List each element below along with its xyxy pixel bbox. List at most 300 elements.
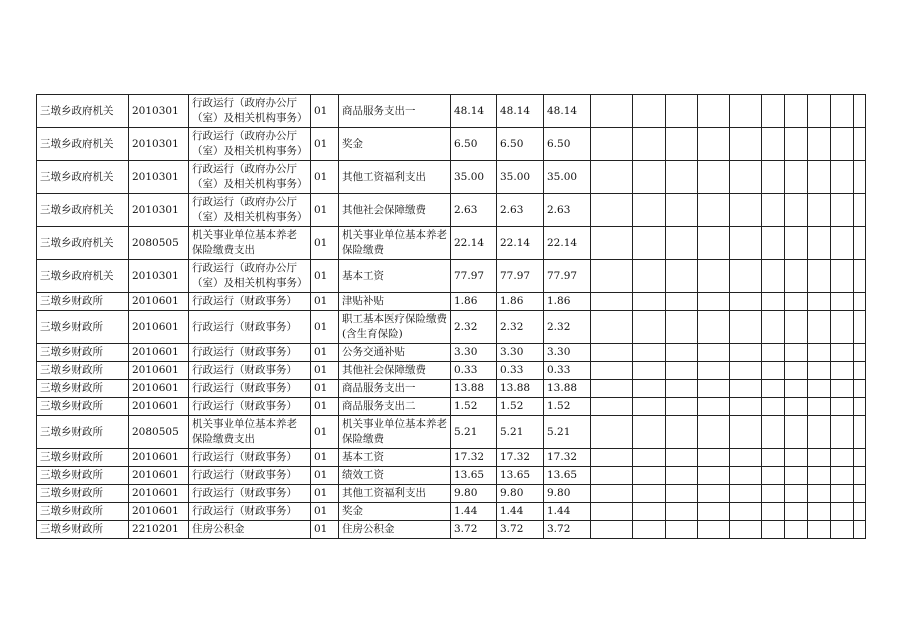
unit-cell: 三墩乡财政所 [37,485,129,503]
empty-cell [698,260,730,293]
empty-cell [808,485,831,503]
empty-cell [730,467,762,485]
amount-budget-cell: 22.14 [497,227,544,260]
empty-cell [854,311,866,344]
empty-cell [666,227,698,260]
amount-budget-cell: 2.63 [497,194,544,227]
empty-cell [591,95,633,128]
empty-cell [831,467,854,485]
empty-cell [730,194,762,227]
empty-cell [666,311,698,344]
economic-category-cell: 公务交通补贴 [339,344,451,362]
empty-cell [698,485,730,503]
empty-cell [666,521,698,539]
empty-cell [785,344,808,362]
empty-cell [785,362,808,380]
amount-budget-cell: 0.33 [497,362,544,380]
empty-cell [698,503,730,521]
economic-category-cell: 职工基本医疗保险缴费(含生育保险) [339,311,451,344]
empty-cell [831,260,854,293]
empty-cell [831,521,854,539]
empty-cell [831,194,854,227]
function-name-cell: 住房公积金 [189,521,311,539]
empty-cell [785,128,808,161]
unit-cell: 三墩乡政府机关 [37,95,129,128]
empty-cell [730,161,762,194]
function-name-cell: 行政运行（财政事务） [189,467,311,485]
unit-cell: 三墩乡财政所 [37,380,129,398]
function-code-cell: 2010601 [129,398,189,416]
amount-budget-cell: 6.50 [497,128,544,161]
empty-cell [633,503,666,521]
empty-cell [808,521,831,539]
unit-cell: 三墩乡政府机关 [37,194,129,227]
empty-cell [762,521,785,539]
amount-total-cell: 77.97 [451,260,497,293]
type-cell: 01 [311,311,339,344]
amount-general-cell: 2.63 [544,194,591,227]
empty-cell [666,485,698,503]
empty-cell [854,380,866,398]
amount-general-cell: 9.80 [544,485,591,503]
empty-cell [730,362,762,380]
amount-general-cell: 13.88 [544,380,591,398]
table-row [37,485,866,503]
economic-category-cell: 商品服务支出一 [339,380,451,398]
amount-total-cell: 13.65 [451,467,497,485]
economic-category-cell: 津贴补贴 [339,293,451,311]
amount-budget-cell: 1.44 [497,503,544,521]
empty-cell [808,467,831,485]
empty-cell [808,311,831,344]
empty-cell [591,344,633,362]
function-code-cell: 2010601 [129,467,189,485]
empty-cell [785,485,808,503]
type-cell: 01 [311,227,339,260]
table-row [37,161,866,194]
amount-budget-cell: 35.00 [497,161,544,194]
unit-cell: 三墩乡政府机关 [37,227,129,260]
economic-category-cell: 其他工资福利支出 [339,161,451,194]
unit-cell: 三墩乡财政所 [37,293,129,311]
empty-cell [633,128,666,161]
empty-cell [854,485,866,503]
unit-cell: 三墩乡财政所 [37,398,129,416]
empty-cell [666,95,698,128]
function-name-cell: 行政运行（财政事务） [189,293,311,311]
amount-general-cell: 35.00 [544,161,591,194]
empty-cell [591,485,633,503]
empty-cell [633,260,666,293]
empty-cell [698,398,730,416]
table-body [37,95,866,539]
empty-cell [591,311,633,344]
type-cell: 01 [311,521,339,539]
function-name-cell: 行政运行（财政事务） [189,485,311,503]
function-name-cell: 行政运行（财政事务） [189,311,311,344]
empty-cell [831,485,854,503]
empty-cell [854,95,866,128]
type-cell: 01 [311,128,339,161]
empty-cell [698,293,730,311]
empty-cell [591,293,633,311]
empty-cell [762,194,785,227]
economic-category-cell: 其他工资福利支出 [339,485,451,503]
economic-category-cell: 商品服务支出二 [339,398,451,416]
empty-cell [762,380,785,398]
empty-cell [591,260,633,293]
table-row [37,449,866,467]
amount-general-cell: 17.32 [544,449,591,467]
empty-cell [831,362,854,380]
empty-cell [808,95,831,128]
empty-cell [831,95,854,128]
amount-general-cell: 3.72 [544,521,591,539]
empty-cell [785,194,808,227]
function-name-cell: 行政运行（财政事务） [189,344,311,362]
amount-general-cell: 6.50 [544,128,591,161]
empty-cell [591,503,633,521]
empty-cell [633,95,666,128]
empty-cell [808,344,831,362]
table-row [37,398,866,416]
amount-budget-cell: 5.21 [497,416,544,449]
unit-cell: 三墩乡财政所 [37,362,129,380]
empty-cell [785,260,808,293]
economic-category-cell: 其他社会保障缴费 [339,194,451,227]
amount-total-cell: 5.21 [451,416,497,449]
table-row [37,293,866,311]
empty-cell [831,293,854,311]
empty-cell [666,293,698,311]
function-name-cell: 行政运行（财政事务） [189,503,311,521]
empty-cell [633,227,666,260]
empty-cell [785,398,808,416]
amount-general-cell: 1.86 [544,293,591,311]
amount-budget-cell: 2.32 [497,311,544,344]
type-cell: 01 [311,449,339,467]
economic-category-cell: 绩效工资 [339,467,451,485]
amount-general-cell: 1.52 [544,398,591,416]
empty-cell [785,227,808,260]
empty-cell [698,362,730,380]
table-row [37,95,866,128]
empty-cell [730,293,762,311]
economic-category-cell: 基本工资 [339,449,451,467]
empty-cell [730,521,762,539]
function-name-cell: 行政运行（政府办公厅（室）及相关机构事务） [189,194,311,227]
empty-cell [762,311,785,344]
empty-cell [666,380,698,398]
table-row [37,128,866,161]
empty-cell [808,503,831,521]
unit-cell: 三墩乡政府机关 [37,128,129,161]
function-name-cell: 行政运行（财政事务） [189,449,311,467]
empty-cell [591,380,633,398]
empty-cell [698,161,730,194]
empty-cell [730,95,762,128]
unit-cell: 三墩乡财政所 [37,311,129,344]
empty-cell [831,344,854,362]
empty-cell [808,398,831,416]
empty-cell [591,398,633,416]
function-code-cell: 2010601 [129,503,189,521]
empty-cell [808,161,831,194]
economic-category-cell: 商品服务支出一 [339,95,451,128]
unit-cell: 三墩乡财政所 [37,521,129,539]
amount-total-cell: 6.50 [451,128,497,161]
empty-cell [633,311,666,344]
amount-total-cell: 17.32 [451,449,497,467]
amount-total-cell: 2.32 [451,311,497,344]
unit-cell: 三墩乡财政所 [37,467,129,485]
empty-cell [698,194,730,227]
empty-cell [762,344,785,362]
empty-cell [831,161,854,194]
empty-cell [762,449,785,467]
empty-cell [591,128,633,161]
function-code-cell: 2010301 [129,95,189,128]
type-cell: 01 [311,362,339,380]
empty-cell [730,227,762,260]
unit-cell: 三墩乡政府机关 [37,161,129,194]
empty-cell [762,398,785,416]
function-name-cell: 行政运行（政府办公厅（室）及相关机构事务） [189,161,311,194]
empty-cell [762,293,785,311]
table-row [37,260,866,293]
function-code-cell: 2010301 [129,161,189,194]
empty-cell [698,416,730,449]
function-code-cell: 2010601 [129,380,189,398]
table-row [37,362,866,380]
empty-cell [785,503,808,521]
empty-cell [762,227,785,260]
function-name-cell: 行政运行（财政事务） [189,398,311,416]
empty-cell [698,344,730,362]
function-code-cell: 2010301 [129,260,189,293]
empty-cell [808,194,831,227]
type-cell: 01 [311,398,339,416]
table-row [37,503,866,521]
empty-cell [633,194,666,227]
empty-cell [698,380,730,398]
empty-cell [831,449,854,467]
empty-cell [808,416,831,449]
amount-budget-cell: 17.32 [497,449,544,467]
function-name-cell: 行政运行（政府办公厅（室）及相关机构事务） [189,128,311,161]
amount-total-cell: 13.88 [451,380,497,398]
amount-total-cell: 2.63 [451,194,497,227]
function-code-cell: 2080505 [129,227,189,260]
empty-cell [591,416,633,449]
empty-cell [730,398,762,416]
empty-cell [762,161,785,194]
empty-cell [854,194,866,227]
empty-cell [730,503,762,521]
function-name-cell: 行政运行（财政事务） [189,362,311,380]
empty-cell [762,503,785,521]
type-cell: 01 [311,380,339,398]
empty-cell [730,449,762,467]
table-row [37,380,866,398]
empty-cell [698,227,730,260]
function-code-cell: 2010601 [129,344,189,362]
economic-category-cell: 其他社会保障缴费 [339,362,451,380]
type-cell: 01 [311,194,339,227]
empty-cell [666,416,698,449]
type-cell: 01 [311,293,339,311]
empty-cell [633,449,666,467]
empty-cell [591,362,633,380]
function-code-cell: 2010301 [129,128,189,161]
empty-cell [785,380,808,398]
function-name-cell: 行政运行（政府办公厅（室）及相关机构事务） [189,95,311,128]
amount-budget-cell: 13.88 [497,380,544,398]
empty-cell [808,449,831,467]
empty-cell [633,344,666,362]
amount-budget-cell: 9.80 [497,485,544,503]
economic-category-cell: 奖金 [339,128,451,161]
empty-cell [666,449,698,467]
economic-category-cell: 机关事业单位基本养老保险缴费 [339,416,451,449]
empty-cell [785,416,808,449]
empty-cell [666,194,698,227]
table-row [37,227,866,260]
empty-cell [730,485,762,503]
amount-total-cell: 3.30 [451,344,497,362]
empty-cell [633,362,666,380]
empty-cell [785,467,808,485]
empty-cell [854,161,866,194]
type-cell: 01 [311,260,339,293]
empty-cell [762,128,785,161]
empty-cell [666,362,698,380]
empty-cell [831,128,854,161]
empty-cell [854,344,866,362]
table-row [37,416,866,449]
empty-cell [633,380,666,398]
empty-cell [854,416,866,449]
amount-budget-cell: 13.65 [497,467,544,485]
amount-general-cell: 77.97 [544,260,591,293]
empty-cell [698,95,730,128]
amount-budget-cell: 3.72 [497,521,544,539]
empty-cell [730,128,762,161]
amount-total-cell: 35.00 [451,161,497,194]
type-cell: 01 [311,95,339,128]
function-name-cell: 机关事业单位基本养老保险缴费支出 [189,416,311,449]
function-code-cell: 2010601 [129,311,189,344]
empty-cell [730,416,762,449]
empty-cell [808,293,831,311]
empty-cell [666,128,698,161]
empty-cell [831,311,854,344]
amount-total-cell: 0.33 [451,362,497,380]
empty-cell [854,449,866,467]
amount-total-cell: 1.44 [451,503,497,521]
empty-cell [591,161,633,194]
empty-cell [730,311,762,344]
type-cell: 01 [311,485,339,503]
empty-cell [808,260,831,293]
amount-general-cell: 48.14 [544,95,591,128]
budget-table [36,94,866,539]
function-name-cell: 行政运行（财政事务） [189,380,311,398]
empty-cell [854,521,866,539]
empty-cell [666,161,698,194]
empty-cell [633,521,666,539]
empty-cell [633,467,666,485]
empty-cell [698,467,730,485]
type-cell: 01 [311,161,339,194]
type-cell: 01 [311,503,339,521]
empty-cell [666,344,698,362]
empty-cell [831,380,854,398]
empty-cell [633,161,666,194]
function-code-cell: 2010601 [129,362,189,380]
amount-total-cell: 1.52 [451,398,497,416]
type-cell: 01 [311,416,339,449]
empty-cell [854,128,866,161]
unit-cell: 三墩乡财政所 [37,416,129,449]
amount-total-cell: 1.86 [451,293,497,311]
empty-cell [633,485,666,503]
empty-cell [854,467,866,485]
empty-cell [831,227,854,260]
empty-cell [785,293,808,311]
function-code-cell: 2010301 [129,194,189,227]
empty-cell [591,194,633,227]
empty-cell [762,362,785,380]
empty-cell [854,398,866,416]
amount-general-cell: 22.14 [544,227,591,260]
empty-cell [762,260,785,293]
function-name-cell: 机关事业单位基本养老保险缴费支出 [189,227,311,260]
table-row [37,467,866,485]
function-name-cell: 行政运行（政府办公厅（室）及相关机构事务） [189,260,311,293]
empty-cell [698,311,730,344]
amount-general-cell: 5.21 [544,416,591,449]
amount-budget-cell: 1.86 [497,293,544,311]
empty-cell [762,485,785,503]
empty-cell [698,128,730,161]
empty-cell [831,503,854,521]
empty-cell [785,161,808,194]
empty-cell [854,293,866,311]
table-row [37,344,866,362]
empty-cell [808,380,831,398]
empty-cell [831,398,854,416]
amount-general-cell: 1.44 [544,503,591,521]
empty-cell [854,362,866,380]
type-cell: 01 [311,344,339,362]
table-row [37,311,866,344]
empty-cell [762,416,785,449]
economic-category-cell: 基本工资 [339,260,451,293]
function-code-cell: 2210201 [129,521,189,539]
empty-cell [730,380,762,398]
amount-general-cell: 13.65 [544,467,591,485]
amount-budget-cell: 1.52 [497,398,544,416]
empty-cell [854,260,866,293]
empty-cell [591,449,633,467]
empty-cell [633,398,666,416]
economic-category-cell: 机关事业单位基本养老保险缴费 [339,227,451,260]
function-code-cell: 2080505 [129,416,189,449]
function-code-cell: 2010601 [129,293,189,311]
empty-cell [666,467,698,485]
empty-cell [666,260,698,293]
